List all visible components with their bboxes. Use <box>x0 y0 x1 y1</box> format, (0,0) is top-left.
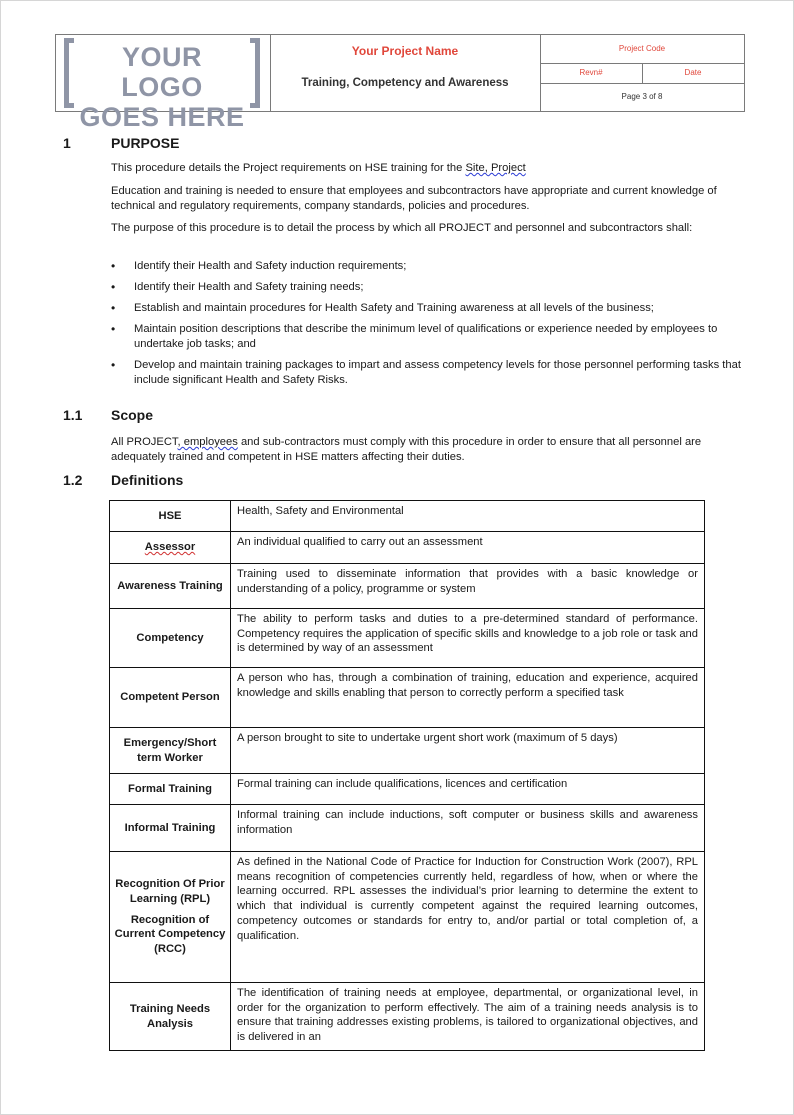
definition-cell: A person who has, through a combination of training, education and experience, acquired knowledge and skills enabling that person to correctly perform a specified task <box>231 668 705 728</box>
table-row <box>110 609 705 668</box>
table-row <box>110 774 705 805</box>
definitions-table <box>109 500 705 1051</box>
table-row <box>110 983 705 1051</box>
table-row <box>110 805 705 852</box>
table-row <box>110 501 705 532</box>
bullet-item: • Identify their Health and Safety induction requirements; <box>111 259 753 274</box>
purpose-paragraph-3: The purpose of this procedure is to detail the process by which all PROJECT and personnel and subcontractors shall: <box>111 222 693 234</box>
scope-text-b: and sub-contractors must comply with this procedure in order to ensure that all personnel are adequately trained and competent in HSE matters affecting their duties. <box>111 436 702 463</box>
table-row <box>110 852 705 983</box>
definition-cell: Informal training can include inductions, soft computer or business skills and awareness information <box>231 805 705 852</box>
definition-cell: The identification of training needs at employee, departmental, or organizational level, in order for the organization to perform effectively. The aim of a training needs analysis is to ensure that training addresses existing problems, is tailored to organizational objectives, and is delivered in an <box>231 983 705 1051</box>
table-row <box>110 668 705 728</box>
table-row <box>110 564 705 609</box>
term-cell: Informal Training <box>110 805 231 852</box>
term-cell: Training Needs Analysis <box>110 983 231 1051</box>
bullet-item: • Establish and maintain procedures for Health Safety and Training awareness at all levels of the business; <box>111 301 753 316</box>
term-cell: Competent Person <box>110 668 231 728</box>
section-number: 1.1 <box>63 407 83 423</box>
scope-text-a: All PROJECT <box>111 436 178 448</box>
term-flagged-text: Assessor <box>144 541 196 554</box>
definition-cell: As defined in the National Code of Practice for Induction for Construction Work (2007), RPL means recognition of competencies currently held, regardless of how, when or where the learning occurred. RPL assesses the individual’s prior learning to determine the extent to which that individual is currently competent against the required learning outcomes, competency outcomes or standards for entry to, and/or partial or total completion of, a qualification. <box>231 852 705 983</box>
project-name: Your Project Name <box>351 44 459 58</box>
revision-date-row <box>540 63 744 84</box>
term-cell: Formal Training <box>110 774 231 805</box>
logo-placeholder <box>64 38 260 132</box>
definition-cell: A person brought to site to undertake urgent short work (maximum of 5 days) <box>231 728 705 774</box>
definition-cell: Health, Safety and Environmental <box>231 501 705 532</box>
term-cell: HSE <box>110 501 231 532</box>
term-rpl: Recognition Of Prior Learning (RPL) <box>115 878 225 905</box>
logo-bracket-right <box>250 38 260 108</box>
bullet-item: • Develop and maintain training packages to impart and assess competency levels for those personnel performing tasks that include significant Health and Safety Risks. <box>111 358 753 388</box>
document-title: Training, Competency and Awareness <box>301 77 509 89</box>
section-title: Scope <box>111 407 154 423</box>
purpose-p1-text: This procedure details the Project requirements on HSE training for the <box>111 162 466 174</box>
definition-cell: The ability to perform tasks and duties to a pre-determined standard of performance. Competency requires the application of specific skills and knowledge to a job role or task and is determined by way of an assessment <box>231 609 705 668</box>
scope-paragraph <box>111 435 753 465</box>
section-number: 1 <box>63 135 71 151</box>
bullet-item: • Maintain position descriptions that describe the minimum level of qualifications or experience needed by employees to undertake job tasks; and <box>111 322 753 352</box>
definition-cell: Formal training can include qualifications, licences and certification <box>231 774 705 805</box>
revision-label: Revn# <box>540 63 643 83</box>
title-cell <box>270 35 541 111</box>
table-row <box>110 532 705 564</box>
logo-text: YOUR LOGO GOES HERE <box>79 42 245 132</box>
term-cell <box>110 852 231 983</box>
purpose-paragraph-2: Education and training is needed to ensure that employees and subcontractors have appropriate and current knowledge of technical and regulatory requirements, company standards, policies and procedures. <box>111 185 717 212</box>
purpose-bullet-list <box>111 259 753 394</box>
definition-cell: An individual qualified to carry out an assessment <box>231 532 705 564</box>
document-header <box>55 34 745 132</box>
bullet-item: • Identify their Health and Safety training needs; <box>111 280 753 295</box>
section-title: PURPOSE <box>111 135 180 151</box>
logo-cell <box>56 35 271 132</box>
section-title: Definitions <box>111 472 184 488</box>
term-cell: Competency <box>110 609 231 668</box>
date-label: Date <box>684 68 702 77</box>
section-number: 1.2 <box>63 472 83 488</box>
section-heading-scope <box>63 407 743 425</box>
section-heading-definitions <box>63 472 743 490</box>
term-cell <box>110 532 231 564</box>
page-number: Page 3 of 8 <box>621 92 663 101</box>
project-code: Project Code <box>540 35 744 64</box>
table-row <box>110 728 705 774</box>
scope-flagged-text: , employees <box>177 436 238 448</box>
definition-cell: Training used to disseminate information that provides with a basic knowledge or understanding of a policy, programme or system <box>231 564 705 609</box>
logo-bracket-left <box>64 38 74 108</box>
term-rcc: Recognition of Current Competency (RCC) <box>114 913 226 956</box>
term-cell: Awareness Training <box>110 564 231 609</box>
term-cell: Emergency/Short term Worker <box>110 728 231 774</box>
purpose-p1-flagged-text: Site, Project <box>465 162 526 174</box>
purpose-paragraph-1 <box>111 161 753 176</box>
meta-cell <box>540 35 744 111</box>
